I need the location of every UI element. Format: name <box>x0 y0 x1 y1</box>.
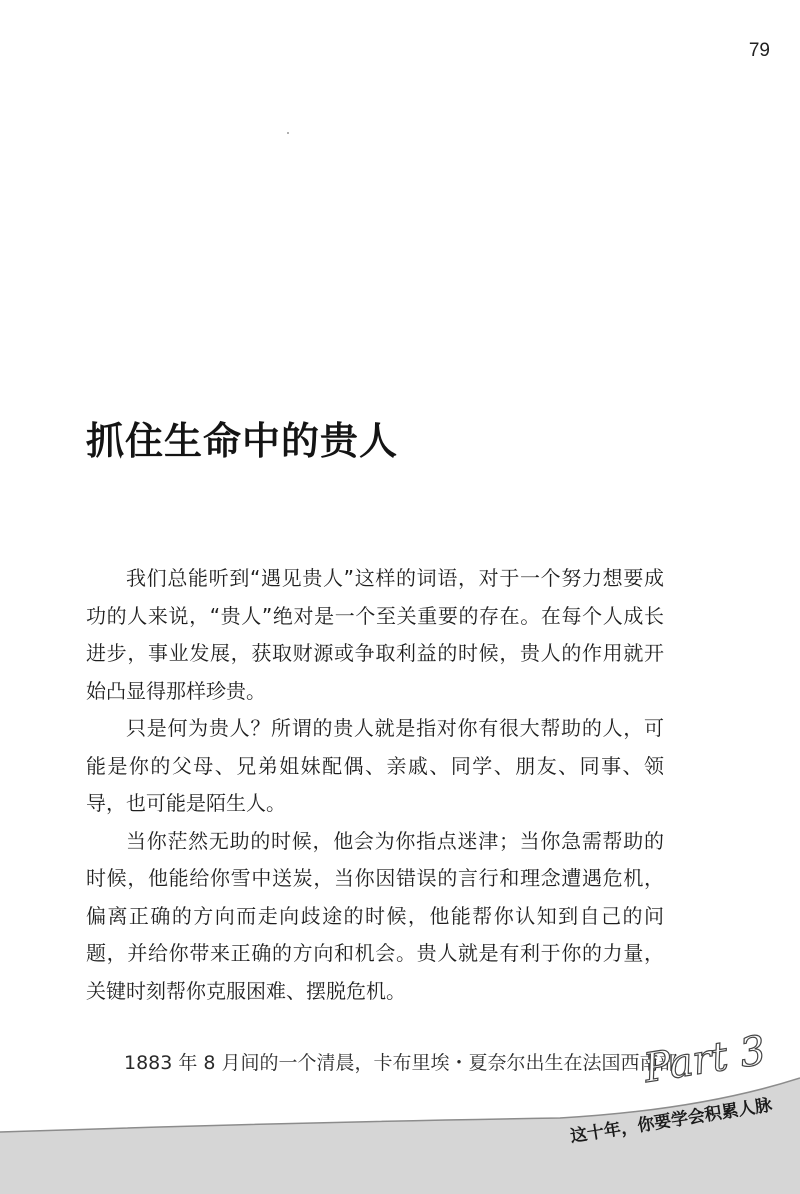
paragraph: 我们总能听到“遇见贵人”这样的词语，对于一个努力想要成功的人来说，“贵人”绝对是一个至关重要的存在。在每个人成长进步，事业发展，获取财源或争取利益的时候，贵人的作用就开始凸显得那样珍贵。 <box>86 566 664 703</box>
scan-speck <box>287 132 289 134</box>
page-number: 79 <box>748 40 770 61</box>
footer-band-shape <box>0 1078 800 1194</box>
paragraph: 只是何为贵人？所谓的贵人就是指对你有很大帮助的人，可能是你的父母、兄弟姐妹配偶、亲戚、同学、朋友、同事、领导，也可能是陌生人。 <box>86 716 664 815</box>
partial-paragraph: 1883 年 8 月间的一个清晨，卡布里埃・夏奈尔出生在法国西南部 <box>124 1052 678 1074</box>
part-subtitle: 这十年，你要学会积累人脉 <box>568 1095 774 1147</box>
body-text <box>86 560 664 1010</box>
chapter-title: 抓住生命中的贵人 <box>86 419 399 463</box>
part-label: Part 3 <box>640 1027 769 1092</box>
paragraph: 当你茫然无助的时候，他会为你指点迷津；当你急需帮助的时候，他能给你雪中送炭，当你因错误的言行和理念遭遇危机，偏离正确的方向而走向歧途的时候，他能帮你认知到自己的问题，并给你带来正确的方向和机会。贵人就是有利于你的力量，关键时刻帮你克服困难、摆脱危机。 <box>86 828 664 1003</box>
